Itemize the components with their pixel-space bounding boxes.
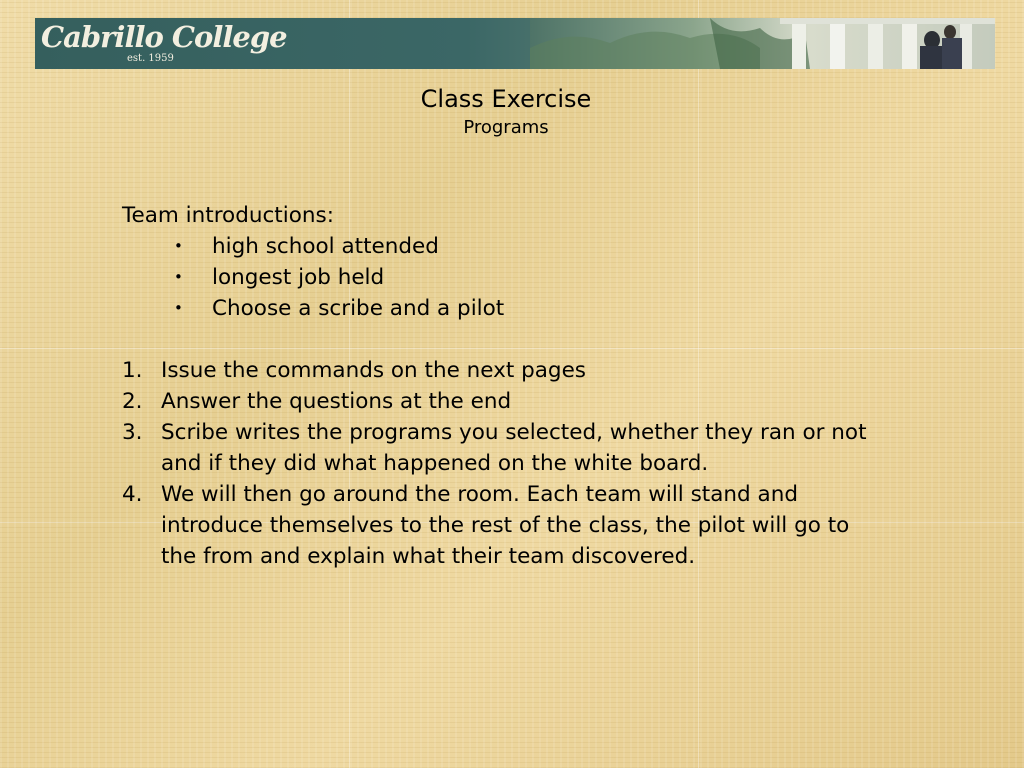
step-text: Issue the commands on the next pages bbox=[161, 358, 586, 383]
steps-list bbox=[122, 355, 882, 572]
step-text: Answer the questions at the end bbox=[161, 389, 512, 414]
list-item bbox=[122, 417, 882, 479]
list-item bbox=[122, 479, 882, 572]
campus-photo bbox=[530, 18, 995, 69]
bullet-icon: • bbox=[174, 237, 183, 255]
list-item bbox=[174, 231, 882, 262]
bullet-text: high school attended bbox=[212, 234, 439, 259]
bullet-icon: • bbox=[174, 299, 183, 317]
slide-body bbox=[122, 200, 882, 572]
college-banner bbox=[35, 18, 995, 69]
step-text: We will then go around the room. Each team will stand and introduce themselves to the rest of the class, the pilot will go to the from and explain what their team discovered. bbox=[161, 482, 850, 569]
slide-title: Class Exercise bbox=[420, 85, 592, 113]
list-item bbox=[122, 386, 882, 417]
section-spacer bbox=[122, 324, 882, 355]
list-item bbox=[174, 293, 882, 324]
intro-bullet-list bbox=[122, 231, 882, 324]
bullet-text: longest job held bbox=[212, 265, 385, 290]
step-number: 2. bbox=[122, 389, 143, 414]
slide-subtitle: Programs bbox=[463, 117, 549, 138]
logo-name: Cabrillo College bbox=[41, 20, 287, 54]
step-number: 4. bbox=[122, 482, 143, 507]
step-number: 3. bbox=[122, 420, 143, 445]
step-number: 1. bbox=[122, 358, 143, 383]
intro-heading: Team introductions: bbox=[122, 203, 334, 228]
bullet-text: Choose a scribe and a pilot bbox=[212, 296, 505, 321]
bullet-icon: • bbox=[174, 268, 183, 286]
list-item bbox=[122, 355, 882, 386]
list-item bbox=[174, 262, 882, 293]
step-text: Scribe writes the programs you selected, whether they ran or not and if they did what happened on the white board. bbox=[161, 420, 867, 476]
college-logo bbox=[41, 20, 287, 66]
logo-est: est. 1959 bbox=[127, 53, 174, 64]
